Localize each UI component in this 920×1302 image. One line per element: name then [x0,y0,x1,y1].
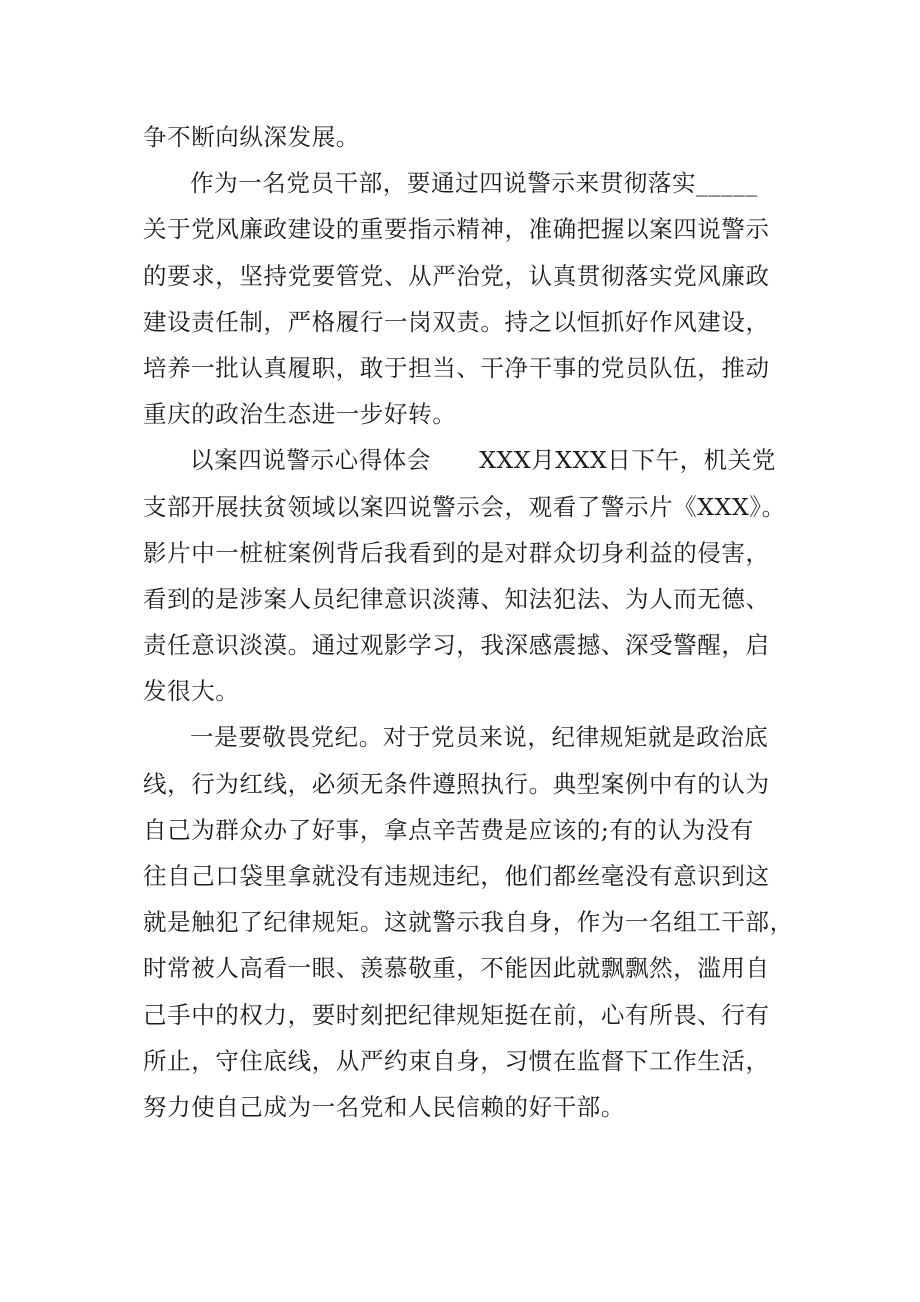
text-line: 己手中的权力，要时刻把纪律规矩挺在前，心有所畏、行有 [143,1000,770,1029]
text-line: 线，行为红线，必须无条件遵照执行。典型案例中有的认为 [143,769,770,798]
text-line: 看到的是涉案人员纪律意识淡薄、知法犯法、为人而无德、 [143,584,770,613]
text-line: 就是触犯了纪律规矩。这就警示我自身，作为一名组工干部， [143,908,794,937]
text-line: 责任意识淡漠。通过观影学习，我深感震撼、深受警醒，启 [143,631,770,660]
text-line: 影片中一桩桩案例背后我看到的是对群众切身利益的侵害， [143,538,770,567]
document-body [143,114,794,1130]
text-line: 努力使自己成为一名党和人民信赖的好干部。 [143,1092,625,1121]
text-line: 往自己口袋里拿就没有违规违纪，他们都丝毫没有意识到这 [143,862,770,890]
text-line: 时常被人高看一眼、羡慕敬重，不能因此就飘飘然，滥用自 [143,954,770,983]
text-line: 以案四说警示心得体会 XXX月XXX日下午，机关党 [190,446,776,475]
text-line: 重庆的政治生态进一步好转。 [143,400,457,429]
text-line: 争不断向纵深发展。 [143,123,360,151]
text-line: 发很大。 [143,677,240,706]
text-line: 支部开展扶贫领域以案四说警示会，观看了警示片《XXX》。 [143,492,786,521]
text-line: 的要求，坚持党要管党、从严治党，认真贯彻落实党风廉政 [143,261,770,290]
text-line: 作为一名党员干部，要通过四说警示来贯彻落实_____ [190,169,758,198]
text-line: 自己为群众办了好事，拿点辛苦费是应该的;有的认为没有 [143,815,755,844]
text-line: 关于党风廉政建设的重要指示精神，准确把握以案四说警示 [143,215,770,244]
text-line: 所止，守住底线，从严约束自身，习惯在监督下工作生活， [143,1046,770,1075]
text-line: 建设责任制，严格履行一岗双责。持之以恒抓好作风建设， [143,307,770,336]
text-line: 培养一批认真履职，敢于担当、干净干事的党员队伍，推动 [143,353,770,382]
text-line: 一是要敬畏党纪。对于党员来说，纪律规矩就是政治底 [190,723,769,752]
